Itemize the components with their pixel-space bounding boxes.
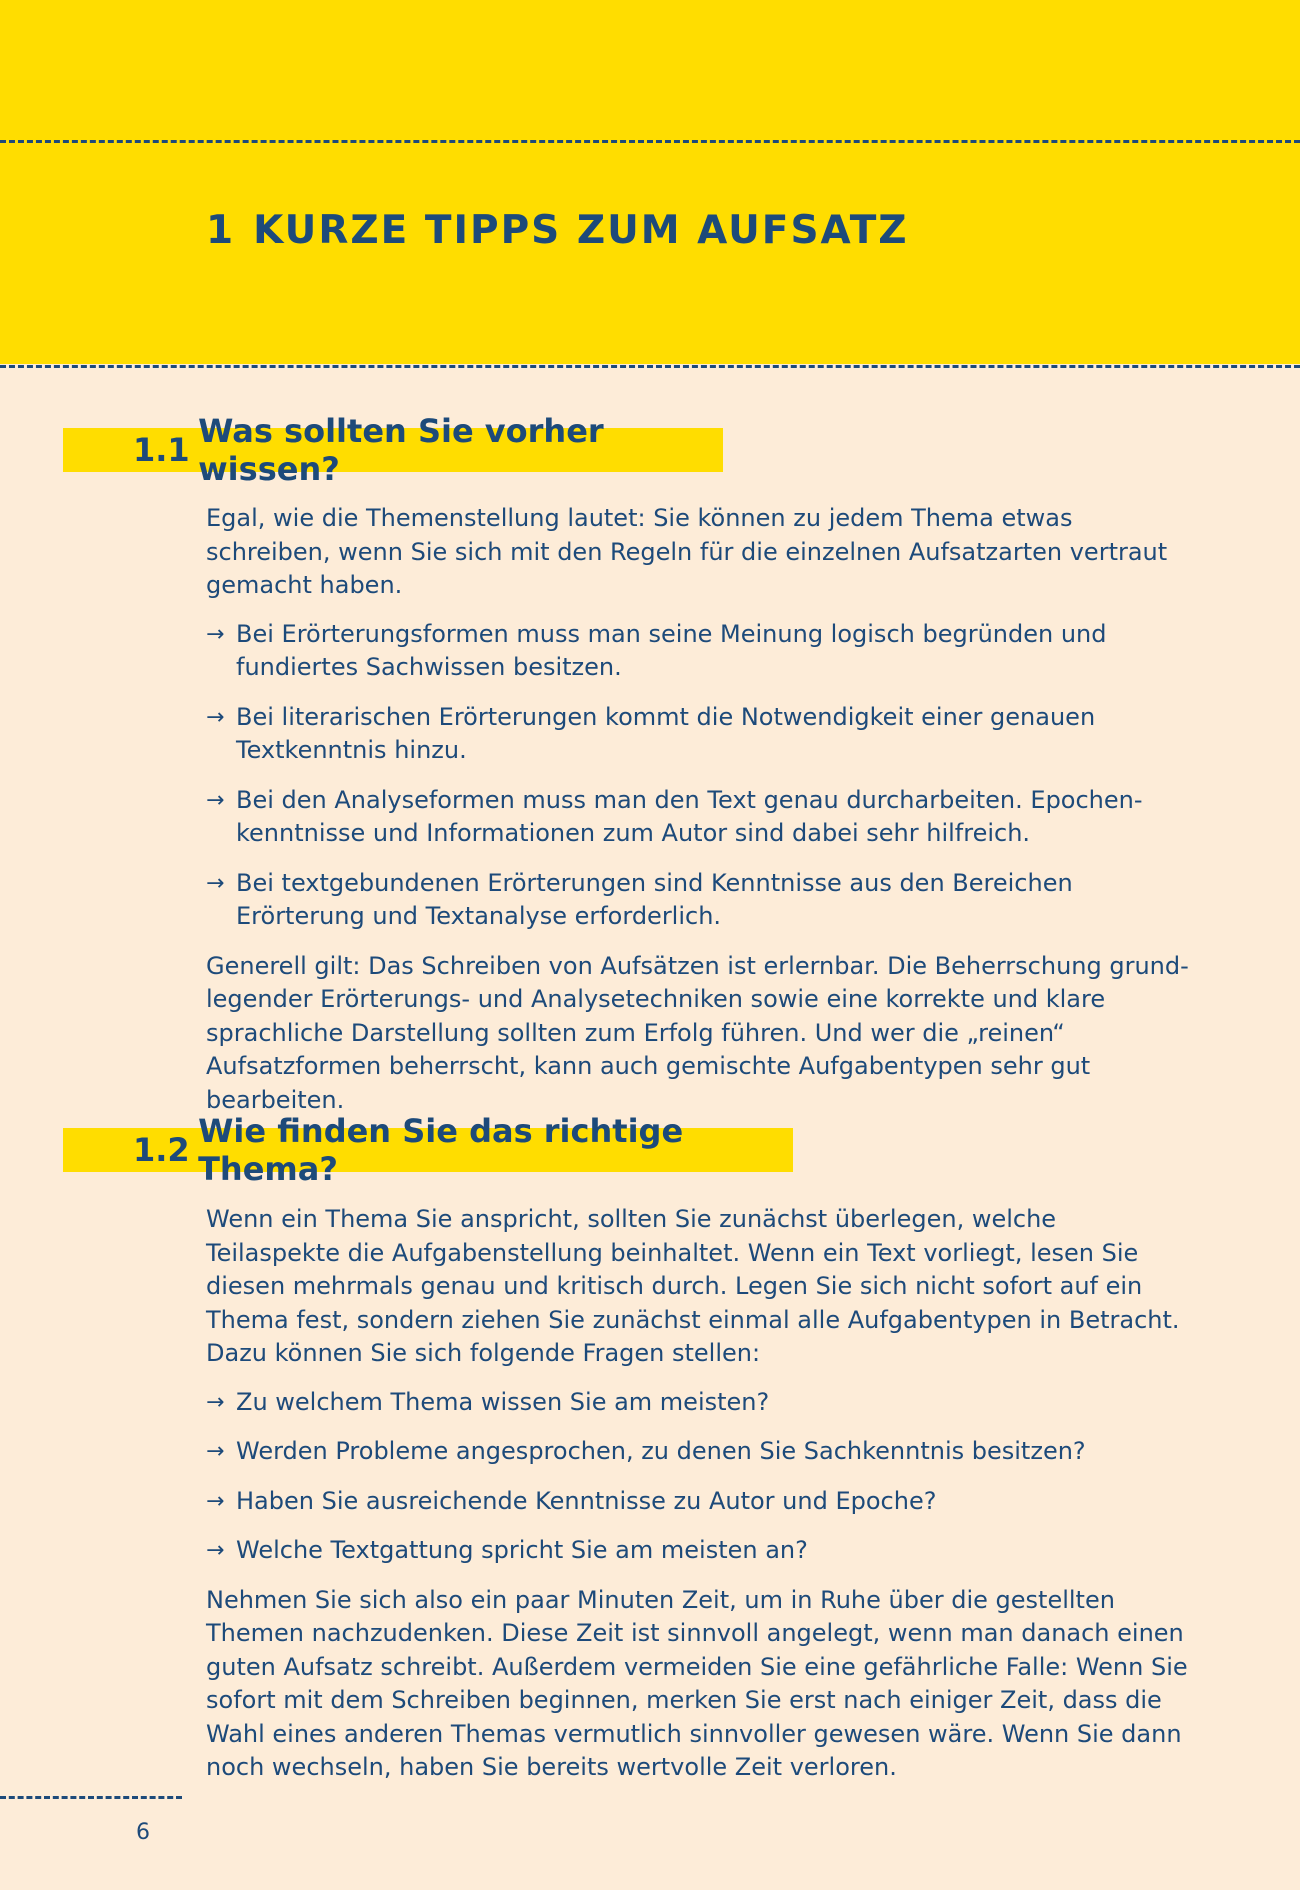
outro-paragraph: Nehmen Sie sich also ein paar Minuten Zeit, um in Ruhe über die gestellten Themen nachzudenken. Diese Zeit ist sinnvoll angelegt, wenn man danach einen guten Aufsatz schreibt. Außerdem vermeiden Sie eine gefährliche Falle: Wenn Sie sofort mit dem Schreiben beginnen, merken Sie erst nach einiger Zeit, dass die Wahl eines anderen Themas vermutlich sinnvoller gewesen wäre. Wenn Sie dann noch wechseln, haben Sie bereits wertvolle Zeit verloren. xyxy=(206,1585,1188,1781)
section-body-1-2 xyxy=(206,1203,1196,1800)
arrow-right-icon: → xyxy=(206,704,225,730)
arrow-right-icon: → xyxy=(206,621,225,647)
section-title: Wie finden Sie das richtige Thema? xyxy=(198,1112,684,1188)
header-dashed-divider-top xyxy=(0,140,1300,143)
list-item-text: Zu welchem Thema wissen Sie am meisten? xyxy=(236,1387,770,1416)
list-item xyxy=(206,867,1196,934)
section-number: 1.2 xyxy=(133,1131,190,1169)
footer-dashed-divider xyxy=(0,1796,182,1799)
list-item-text: Bei Erörterungsformen muss man seine Meinung logisch begründen und fundiertes Sachwissen besitzen. xyxy=(236,619,1107,681)
page-number: 6 xyxy=(136,1820,150,1845)
chapter-number: 1 xyxy=(206,208,236,253)
chapter-title-text: KURZE TIPPS ZUM AUFSATZ xyxy=(253,208,909,253)
section-number: 1.1 xyxy=(133,431,190,469)
outro-paragraph: Generell gilt: Das Schreiben von Aufsätzen ist erlernbar. Die Beherrschung grundlegender Erörterungs- und Analysetechniken sowie eine korrekte und klare sprachliche Darstellung sollten zum Erfolg führen. Und wer die „reinen“ Aufsatzformen beherrscht, kann auch gemischte Aufgabentypen sehr gut bearbeiten. xyxy=(206,951,1189,1114)
section-body-1-1 xyxy=(206,502,1196,1132)
list-item-text: Bei literarischen Erörterungen kommt die Notwendigkeit einer genauen Textkenntnis hinzu. xyxy=(236,702,1096,764)
list-item-text: Bei den Analyseformen muss man den Text genau durcharbeiten. Epochenkenntnisse und Informationen zum Autor sind dabei sehr hilfreich. xyxy=(236,785,1143,847)
list-item-text: Bei textgebundenen Erörterungen sind Kenntnisse aus den Bereichen Erörterung und Textanalyse erforderlich. xyxy=(236,868,1073,930)
list-item xyxy=(206,1386,1196,1420)
intro-paragraph: Egal, wie die Themenstellung lautet: Sie können zu jedem Thema etwas schreiben, wenn Sie sich mit den Regeln für die einzelnen Aufsatzarten vertraut gemacht haben. xyxy=(206,504,1168,599)
section-heading-1-2 xyxy=(63,1112,793,1188)
chapter-header-band xyxy=(0,0,1300,364)
list-item xyxy=(206,1435,1196,1469)
list-item xyxy=(206,1534,1196,1568)
arrow-right-icon: → xyxy=(206,870,225,896)
arrow-right-icon: → xyxy=(206,1538,225,1563)
arrow-right-icon: → xyxy=(206,787,225,813)
arrow-right-icon: → xyxy=(206,1389,225,1415)
list-item-text: Haben Sie ausreichende Kenntnisse zu Autor und Epoche? xyxy=(236,1486,937,1515)
arrow-right-icon: → xyxy=(206,1488,225,1514)
list-item xyxy=(206,1485,1196,1519)
section-title: Was sollten Sie vorher wissen? xyxy=(198,412,604,488)
list-item xyxy=(206,784,1196,851)
section-heading-1-1 xyxy=(63,412,723,488)
list-item xyxy=(206,701,1196,768)
list-item xyxy=(206,618,1196,685)
intro-paragraph: Wenn ein Thema Sie anspricht, sollten Sie zunächst überlegen, welche Teilaspekte die Aufgabenstellung beinhaltet. Wenn ein Text vorliegt, lesen Sie diesen mehrmals genau und kritisch durch. Legen Sie sich nicht sofort auf ein Thema fest, sondern ziehen Sie zunächst einmal alle Aufgabentypen in Betracht. Dazu können Sie sich folgende Fragen stellen: xyxy=(206,1205,1180,1367)
header-dashed-divider-bottom xyxy=(0,365,1300,368)
chapter-title xyxy=(206,208,909,253)
bullet-list xyxy=(206,1386,1196,1568)
list-item-text: Werden Probleme angesprochen, zu denen Sie Sachkenntnis besitzen? xyxy=(236,1437,1086,1465)
bullet-list xyxy=(206,618,1196,934)
arrow-right-icon: → xyxy=(206,1439,225,1464)
list-item-text: Welche Textgattung spricht Sie am meisten an? xyxy=(236,1536,808,1564)
